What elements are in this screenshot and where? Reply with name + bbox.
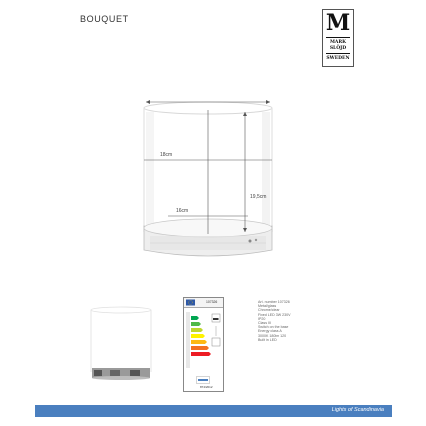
energy-label-box bbox=[196, 376, 210, 384]
energy-label-header bbox=[184, 298, 223, 308]
logo-letter: M bbox=[325, 10, 351, 36]
spec-item: Class III bbox=[258, 321, 271, 326]
product-title: BOUQUET bbox=[80, 14, 129, 24]
spec-item: IP20 bbox=[258, 316, 266, 321]
eu-flag-icon bbox=[185, 298, 205, 307]
spec-list bbox=[258, 300, 328, 342]
spec-item: 3000K 180lm 120 bbox=[258, 333, 287, 338]
footer-band bbox=[35, 405, 392, 417]
height-label: 19,5cm bbox=[250, 194, 267, 200]
inner-width-label: 16cm bbox=[176, 208, 189, 214]
width-label: 18cm bbox=[160, 152, 173, 158]
spec-item: Chrome/clear bbox=[258, 308, 280, 313]
product-thumbnail bbox=[86, 300, 156, 384]
energy-label-regulation: 874/2012 bbox=[200, 385, 213, 389]
energy-label bbox=[183, 297, 224, 392]
spec-item: Built in LED bbox=[258, 337, 277, 342]
spec-item: Fixed LED 3W 230V bbox=[258, 312, 291, 317]
energy-label-code: 107326 bbox=[206, 300, 218, 304]
logo-word-3: SWEDEN bbox=[326, 56, 350, 61]
logo-word-1: MARK bbox=[329, 40, 347, 45]
footer-tagline: Lights of Scandinavia bbox=[331, 407, 384, 413]
logo-word-2: SLÖJD bbox=[329, 46, 347, 51]
dimension-lines bbox=[144, 100, 272, 234]
spec-item: Energy class A bbox=[258, 329, 282, 334]
energy-class-bars bbox=[186, 310, 221, 372]
spec-item: Switch on the base bbox=[258, 325, 289, 330]
spec-item: Art. number 107326 bbox=[258, 300, 290, 304]
spec-item: Metal/glass bbox=[258, 304, 277, 309]
